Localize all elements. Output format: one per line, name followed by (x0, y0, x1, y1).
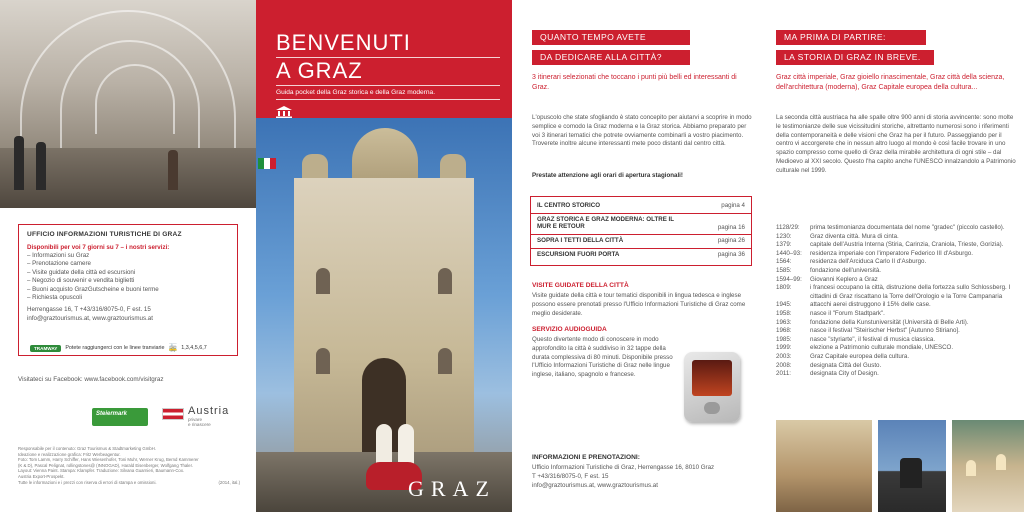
list-item: – Visite guidate della città ed escursioni (27, 268, 136, 276)
timeline-row: 1585: fondazione dell'università. (776, 266, 882, 274)
cathedral-photo (256, 118, 512, 512)
tram-text: Potete raggiungerci con le linee tranviarie (65, 345, 165, 351)
timeline-row: 1809: i francesi occupano la città, distruzione della fortezza sullo Schlossberg. I cittadini di Graz riscattano la Torre dell'Orologio e la Torre Campanaria (776, 284, 1011, 300)
heart-icon: ♥ (141, 410, 149, 424)
facebook-link[interactable]: Visitateci su Facebook: www.facebook.com/visitgraz (18, 376, 164, 383)
austria-flag-icon (162, 408, 184, 420)
list-item: – Negozio di souvenir e vendita biglietti (27, 277, 135, 285)
cover-title-line1: BENVENUTI (276, 30, 411, 55)
toc-page: pagina 26 (717, 237, 745, 245)
guided-tours-heading: VISITE GUIDATE DELLA CITTÀ (532, 282, 629, 289)
cover-subtitle: Guida pocket della Graz storica e della Graz moderna. (276, 89, 436, 96)
credit-line: (K & D), Pascal Pelignat, rollingstones@ (INNOGAD), Harald Eisenberger, Wolfgang Thaler. (18, 462, 193, 468)
tram-info (30, 344, 207, 352)
toc-item[interactable] (537, 251, 749, 258)
graz-brand-logo: GRAZ (408, 476, 496, 501)
austria-sub1: privare (188, 417, 203, 422)
toc-title: IL CENTRO STORICO (537, 202, 601, 209)
history-timeline (776, 224, 1020, 379)
credit-line: Tutte le informazioni e i prezzi con riserva di errori di stampa e omissioni. (18, 479, 157, 485)
timeline-row: 1968: nasce il festival "Steirischer Herbst" [Autunno Stiriano]. (776, 327, 960, 335)
toc-title: SOPRA I TETTI DELLA CITTÀ (537, 237, 624, 244)
tram-lines: 1,3,4,5,6,7 (181, 345, 207, 351)
toc-title: ESCURSIONI FUORI PORTA (537, 251, 620, 258)
timeline-row: 2011: designata City of Design. (776, 370, 879, 378)
toc-item[interactable] (537, 237, 749, 244)
office-address: Herrengasse 16, T +43/316/8075-0, F est. 15 (27, 306, 151, 314)
credit-line: Foto: Tom Lamm, Harry Schiffer, Hans Wiesenhofer, Toni Muhr, Werner Krug, Bernd Kammerer (18, 457, 199, 463)
audioguide-body: Questo divertente modo di conoscere in modo approfondito la città è suddiviso in 32 tappe della durata complessiva di 80 minuti. Disponibile presso l'Ufficio Informazioni Turistiche di Graz nelle lingue inglese, italiano, spagnolo e francese. (532, 336, 673, 379)
intro-body: L'opuscolo che state sfogliando è stato concepito per aiutarvi a scoprire in modo semplice e comodo la Graz moderna e la Graz storica. Abbiamo preparato per voi 3 itinerari tematici che potrete ovviamente combinarli a vostro piacimento. Troverete inoltre alcune interessanti mete poco distanti dal centro città. (532, 114, 752, 148)
timeline-row: 1963: fondazione della Kunstuniversität (Università di Belle Arti). (776, 318, 969, 326)
toc-item[interactable] (537, 216, 749, 231)
timeline-row: 1379: capitale dell'Austria Interna (Stiria, Carinzia, Craniola, Trieste, Gorizia). (776, 241, 1004, 249)
italian-flag-icon (258, 158, 276, 169)
cover-panel (256, 0, 512, 512)
opening-hours-note: Prestate attenzione agli orari di apertura stagionali! (532, 172, 683, 179)
timeline-row: 1945: attacchi aerei distruggono il 15% delle case. (776, 301, 931, 309)
vaulted-gallery-photo (0, 0, 256, 208)
credit-line: Layout: Vienna Paint. Stampa: Klampfer. Traduzione: Silvana Guarnieri, Baumann-Cox. (18, 468, 185, 474)
austria-word: Austria (188, 405, 230, 417)
back-panel (0, 0, 256, 512)
austria-sub2: e rinascere (188, 422, 211, 428)
intro-panel (512, 0, 768, 512)
timeline-row: 1564: residenza dell'Arciduca Carlo II d'Asburgo. (776, 258, 927, 266)
toc-item[interactable] (537, 202, 749, 209)
ice-cream-photo (952, 420, 1024, 512)
history-lead: Graz città imperiale, Graz gioiello rinascimentale, Graz città della scienza, dell'architettura (moderna), Graz Capitale europea della cultura... (776, 74, 1005, 91)
credit-line: Ideazione e realizzazione grafica: Fritz Werbeagentur. (18, 451, 121, 457)
cover-title-line2: A GRAZ (276, 58, 363, 83)
heading-bar: LA STORIA DI GRAZ IN BREVE. (776, 50, 934, 65)
toc-title: GRAZ STORICA E GRAZ MODERNA: OLTRE IL MUR E RETOUR (537, 216, 674, 231)
booking-info-line: Ufficio Informazioni Turistiche di Graz, Herrengasse 16, 8010 Graz (532, 464, 715, 471)
austria-logo (162, 406, 229, 428)
timeline-row: 1958: nasce il "Forum Stadtpark". (776, 309, 885, 317)
timeline-row: 2008: designata Città del Gusto. (776, 361, 882, 369)
booking-info-line: T +43/316/8075-0, F est. 15 (532, 473, 609, 480)
timeline-row: 1999: elezione a Patrimonio culturale mondiale, UNESCO. (776, 344, 954, 352)
credits (18, 446, 240, 485)
timeline-row: 1440–93: residenza imperiale con l'imperatore Federico III d'Asburgo. (776, 249, 973, 257)
booking-info-line: info@graztourismus.at, www.graztourismus.at (532, 482, 658, 489)
title-rule (276, 85, 500, 86)
credits-year: (2014, ital.) (218, 479, 240, 485)
audioguide-heading: SERVIZIO AUDIOGUIDA (532, 326, 607, 333)
toc-page: pagina 16 (717, 223, 745, 231)
table-of-contents (530, 196, 752, 266)
unesco-temple-icon (276, 106, 292, 118)
steiermark-logo: Steiermark (92, 408, 148, 426)
timeline-row: 2003: Graz Capitale europea della cultura. (776, 352, 910, 360)
clock-tower-photo (878, 420, 946, 512)
tourist-office-title: UFFICIO INFORMAZIONI TURISTICHE DI GRAZ (27, 231, 182, 238)
timeline-row: 1230: Graz diventa città. Mura di cinta. (776, 232, 899, 240)
heading-bar: DA DEDICARE ALLA CITTÀ? (532, 50, 690, 65)
history-panel (768, 0, 1024, 512)
tram-icon: 🚋 (168, 345, 178, 352)
office-contact: info@graztourismus.at, www.graztourismus.at (27, 314, 153, 322)
list-item: – Informazioni su Graz (27, 252, 90, 259)
guided-tours-body: Visite guidate della città e tour tematici disponibili in lingua tedesca e inglese possono essere prenotati presso l'Ufficio Informazioni Turistiche di Graz come meglio desiderate. (532, 292, 746, 317)
subtitle-rule (276, 99, 500, 100)
timeline-row: 1985: nasce "styriarte", il festival di musica classica. (776, 335, 936, 343)
heading-bar: QUANTO TEMPO AVETE (532, 30, 690, 45)
audioguide-device-image (684, 352, 740, 422)
credit-line: Austria Export-Prospekt. (18, 473, 65, 479)
list-item: – Buoni acquisto GrazGutscheine e buoni terme (27, 285, 159, 293)
tram-badge: TRAMWAY (30, 345, 61, 352)
tourist-office-box (18, 224, 238, 356)
services-list (27, 252, 229, 302)
gallery-photo (776, 420, 872, 512)
services-lead: Disponibili per voi 7 giorni su 7 – i nostri servizi: (27, 244, 170, 251)
booking-info-heading: INFORMAZIONI E PRENOTAZIONI: (532, 454, 640, 461)
toc-page: pagina 36 (717, 251, 745, 259)
timeline-row: 1128/29: prima testimonianza documentata del nome "gradec" (piccolo castello). (776, 224, 1005, 231)
intro-lead: 3 itinerari selezionati che toccano i punti più belli ed interessanti di Graz. (532, 74, 737, 91)
timeline-row: 1594–99: Giovanni Keplero a Graz (776, 275, 878, 283)
list-item: – Prenotazione camere (27, 260, 91, 268)
toc-page: pagina 4 (721, 202, 745, 210)
list-item: – Richiesta opuscoli (27, 294, 83, 302)
credit-line: Responsabile per il contenuto: Graz Tourismus & Stadtmarketing GmbH. (18, 446, 156, 451)
heading-bar: MA PRIMA DI PARTIRE: (776, 30, 926, 45)
history-body: La seconda città austriaca ha alle spalle oltre 900 anni di storia avvincente: sono molte le testimonianze delle sue vicissitudini storiche, altrettanto numerosi sono i riferimenti della contemporaneità e delle visioni che Graz ha per il futuro. Passeggiando per il centro vi accorgerete che in nessun altro luogo al mondo è così facile trovare in uno spazio compresso come quello di Graz della mirabile architettura di ogni stile – dal Medioevo al XXI secolo. Questo l'ha capito anche l'UNESCO innalzandolo a Patrimonio culturale nel 1999. (776, 114, 1016, 174)
